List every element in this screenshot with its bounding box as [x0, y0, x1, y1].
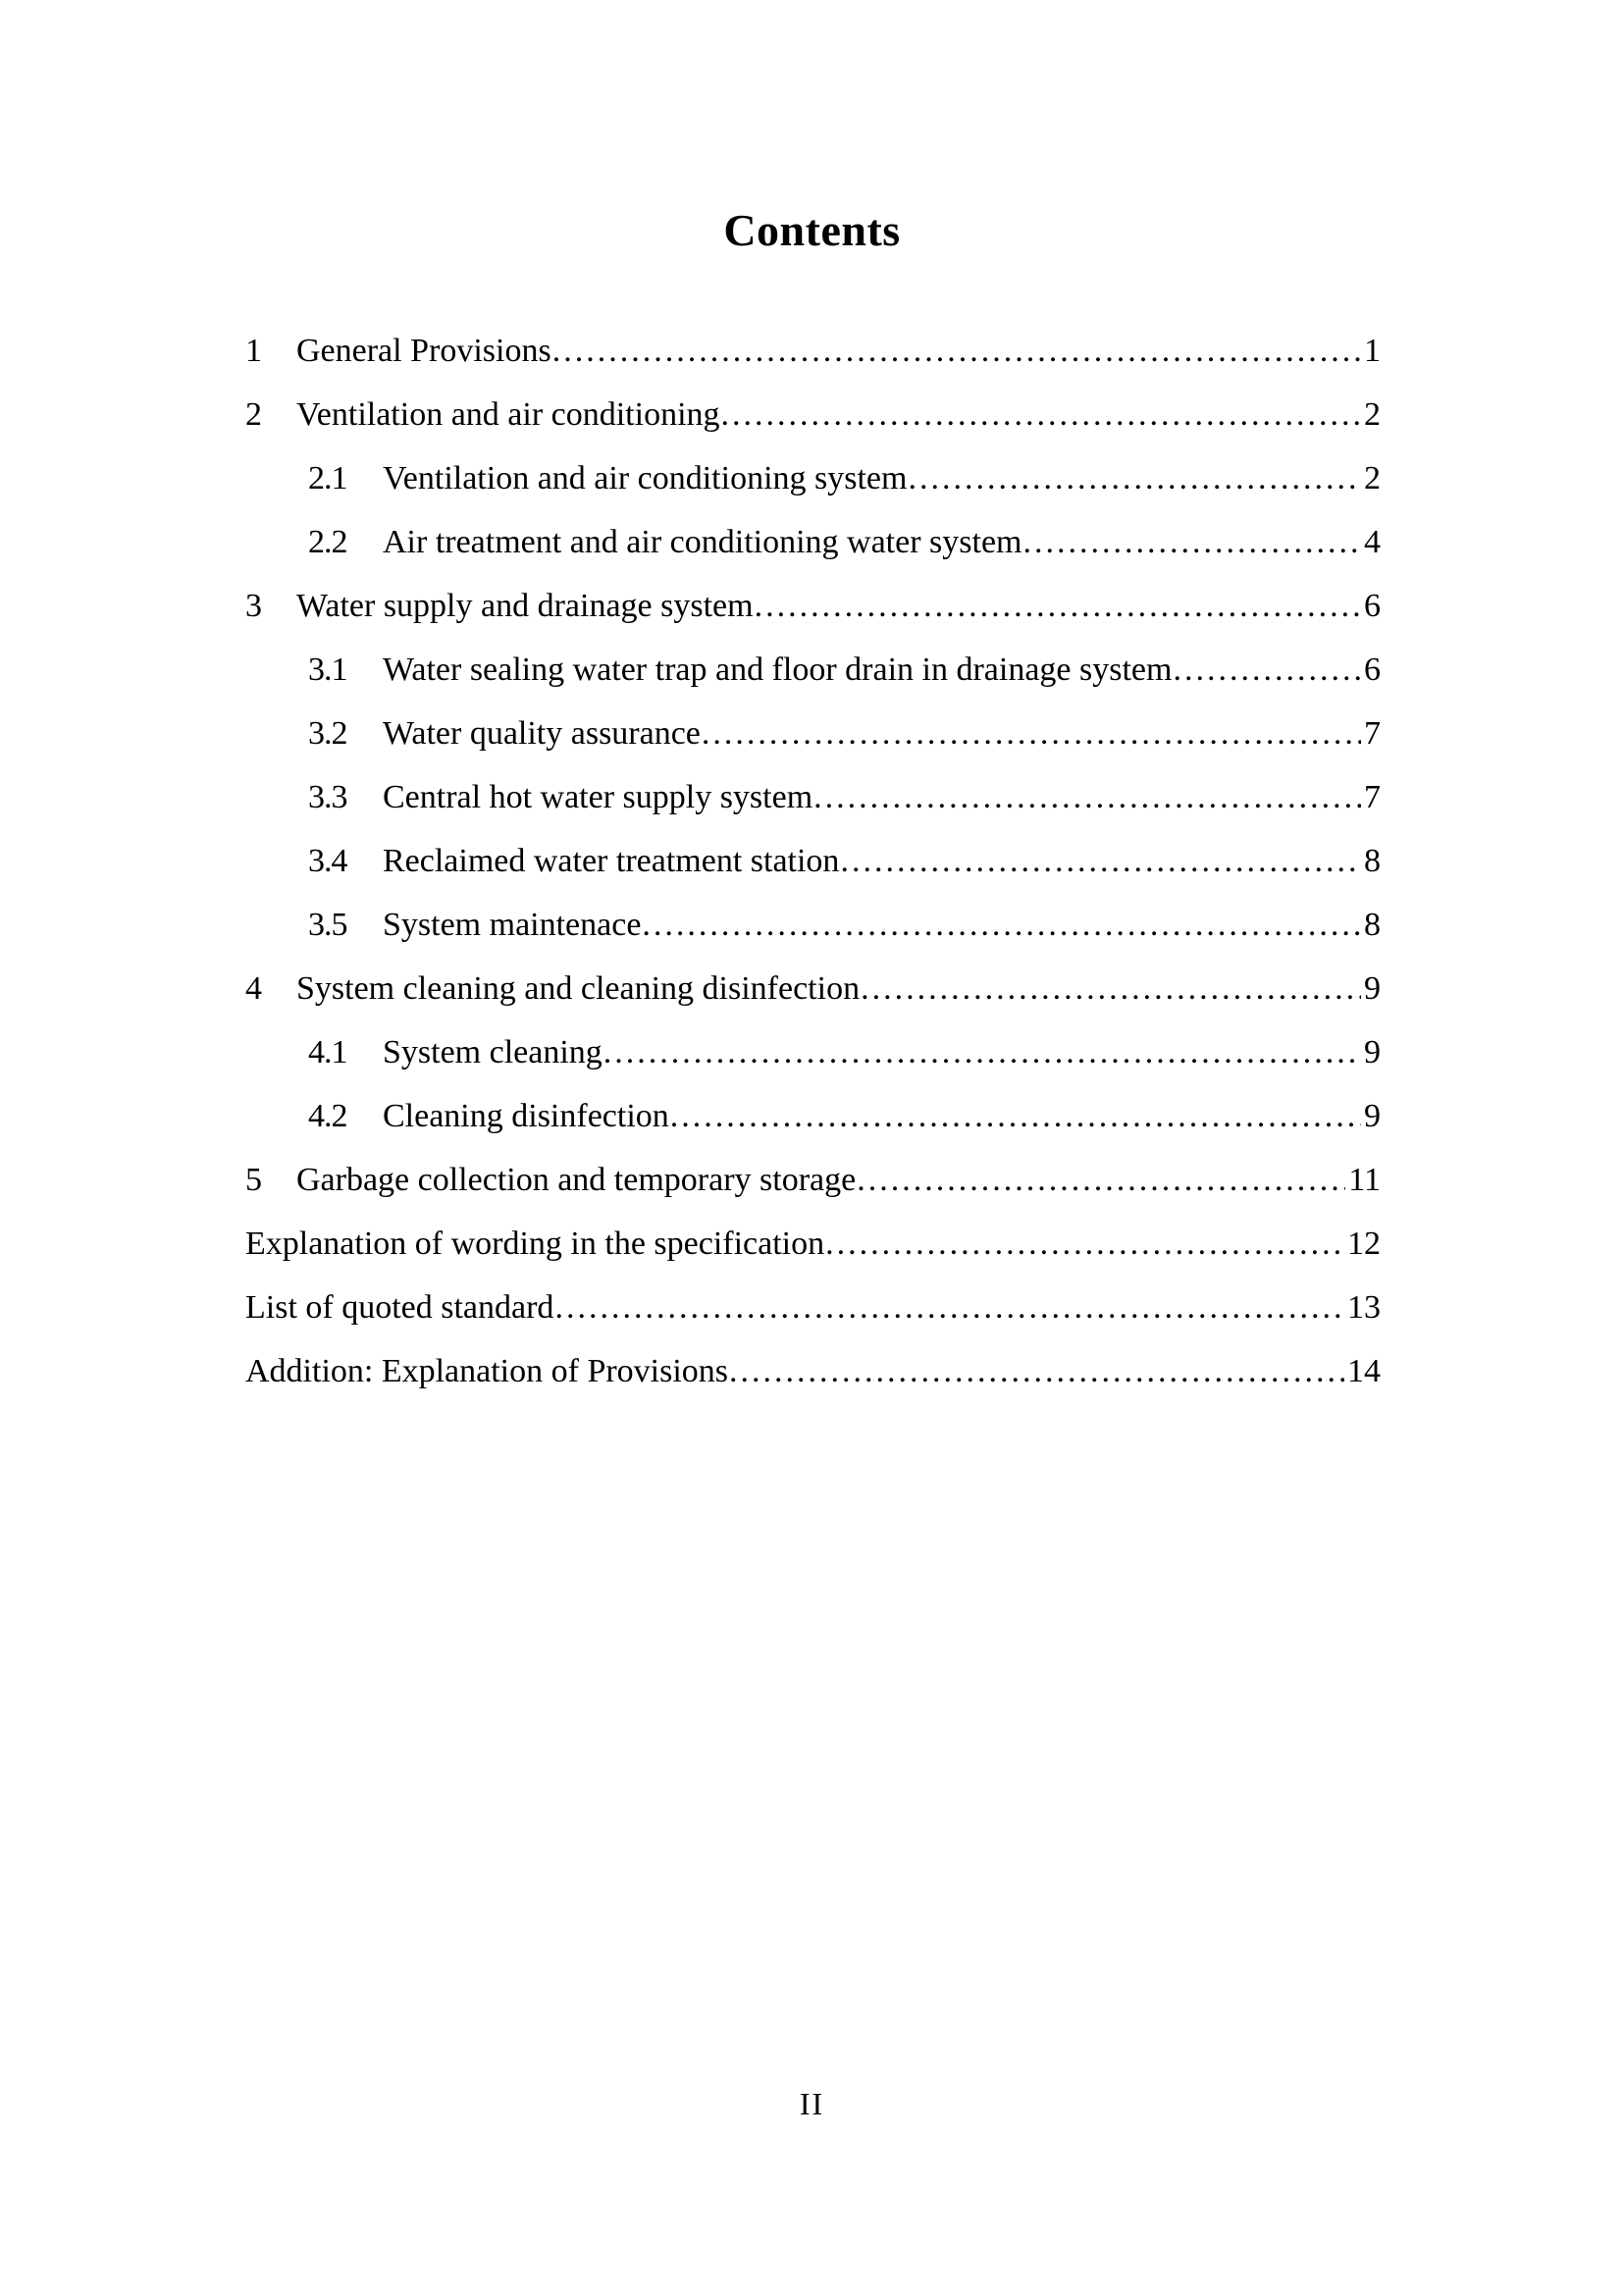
- toc-entry-title: System cleaning and cleaning disinfection: [296, 970, 861, 1007]
- toc-entry: [245, 829, 1381, 893]
- toc-dot-leader: [554, 1276, 1344, 1339]
- toc-entry: [245, 957, 1381, 1020]
- toc-entry-number: 2.2: [308, 524, 347, 560]
- toc-entry: [245, 446, 1381, 510]
- toc-entry: [245, 893, 1381, 957]
- toc-dot-leader: [552, 319, 1361, 383]
- toc-entry: [245, 383, 1381, 446]
- toc-dot-leader: [861, 957, 1361, 1020]
- toc-entry-page: 11: [1348, 1162, 1381, 1198]
- toc-entry: [245, 574, 1381, 638]
- toc-dot-leader: [642, 893, 1361, 957]
- toc-dot-leader: [908, 446, 1361, 510]
- toc-entry-title: Cleaning disinfection: [383, 1098, 669, 1134]
- toc-dot-leader: [840, 829, 1361, 893]
- page-number-footer: II: [799, 2086, 825, 2121]
- toc-entry-title: Ventilation and air conditioning: [296, 396, 720, 433]
- toc-entry-title: Explanation of wording in the specification: [245, 1226, 825, 1262]
- toc-entry: [245, 319, 1381, 383]
- toc-dot-leader: [813, 765, 1361, 829]
- toc-entry: [245, 638, 1381, 702]
- toc-entry-title: Water supply and drainage system: [296, 588, 754, 624]
- toc-entry-number: 3.1: [308, 652, 347, 688]
- toc-entry-number: 2: [245, 396, 261, 433]
- toc-entry-page: 14: [1347, 1353, 1381, 1389]
- toc-entry-page: 6: [1364, 652, 1381, 688]
- toc-entry-title: List of quoted standard: [245, 1289, 554, 1326]
- toc-entry-title: Air treatment and air conditioning water system: [383, 524, 1022, 560]
- toc-entry-page: 8: [1364, 843, 1381, 879]
- toc-entry-page: 2: [1364, 460, 1381, 496]
- toc-entry: [245, 1084, 1381, 1148]
- toc-entry-title: Addition: Explanation of Provisions: [245, 1353, 729, 1389]
- toc-dot-leader: [702, 702, 1361, 765]
- toc-entry-number: 3: [245, 588, 261, 624]
- toc-entry-number: 3.4: [308, 843, 347, 879]
- toc-entry-number: 5: [245, 1162, 261, 1198]
- toc-entry: [245, 1339, 1381, 1403]
- toc-entry-number: 4: [245, 970, 261, 1007]
- toc-entry-title: General Provisions: [296, 333, 551, 369]
- toc-entry-page: 4: [1364, 524, 1381, 560]
- toc-entry-page: 1: [1364, 333, 1381, 369]
- toc-entry-page: 7: [1364, 779, 1381, 815]
- toc-entry-number: 4.1: [308, 1034, 347, 1070]
- toc-entry: [245, 1212, 1381, 1276]
- toc-entry-number: 2.1: [308, 460, 347, 496]
- toc-dot-leader: [670, 1084, 1361, 1148]
- toc-entry-number: 1: [245, 333, 261, 369]
- page-title: Contents: [723, 205, 901, 255]
- toc-entry-number: 3.3: [308, 779, 347, 815]
- toc-entry-title: Water quality assurance: [383, 715, 701, 752]
- toc-entry-page: 9: [1364, 1098, 1381, 1134]
- toc-dot-leader: [603, 1020, 1361, 1084]
- toc-entry-title: Garbage collection and temporary storage: [296, 1162, 857, 1198]
- table-of-contents: [245, 319, 1381, 1403]
- toc-entry-title: Reclaimed water treatment station: [383, 843, 840, 879]
- toc-entry-title: System maintenace: [383, 907, 642, 943]
- toc-entry-number: 4.2: [308, 1098, 347, 1134]
- toc-entry-page: 6: [1364, 588, 1381, 624]
- toc-entry-title: System cleaning: [383, 1034, 602, 1070]
- toc-entry-page: 13: [1347, 1289, 1381, 1326]
- toc-entry: [245, 765, 1381, 829]
- toc-entry: [245, 1020, 1381, 1084]
- toc-dot-leader: [825, 1212, 1344, 1276]
- toc-entry-title: Ventilation and air conditioning system: [383, 460, 908, 496]
- toc-dot-leader: [729, 1339, 1344, 1403]
- toc-entry-title: Water sealing water trap and floor drain in drainage system: [383, 652, 1173, 688]
- toc-entry: [245, 1276, 1381, 1339]
- toc-entry-number: 3.2: [308, 715, 347, 752]
- toc-entry-page: 8: [1364, 907, 1381, 943]
- toc-dot-leader: [1022, 510, 1361, 574]
- toc-entry-page: 2: [1364, 396, 1381, 433]
- toc-dot-leader: [721, 383, 1361, 446]
- toc-entry-number: 3.5: [308, 907, 347, 943]
- toc-entry: [245, 1148, 1381, 1212]
- toc-entry: [245, 702, 1381, 765]
- toc-entry: [245, 510, 1381, 574]
- toc-dot-leader: [1173, 638, 1361, 702]
- toc-entry-page: 7: [1364, 715, 1381, 752]
- toc-entry-page: 12: [1347, 1226, 1381, 1262]
- toc-dot-leader: [857, 1148, 1345, 1212]
- toc-entry-page: 9: [1364, 970, 1381, 1007]
- toc-dot-leader: [755, 574, 1361, 638]
- toc-entry-title: Central hot water supply system: [383, 779, 813, 815]
- toc-entry-page: 9: [1364, 1034, 1381, 1070]
